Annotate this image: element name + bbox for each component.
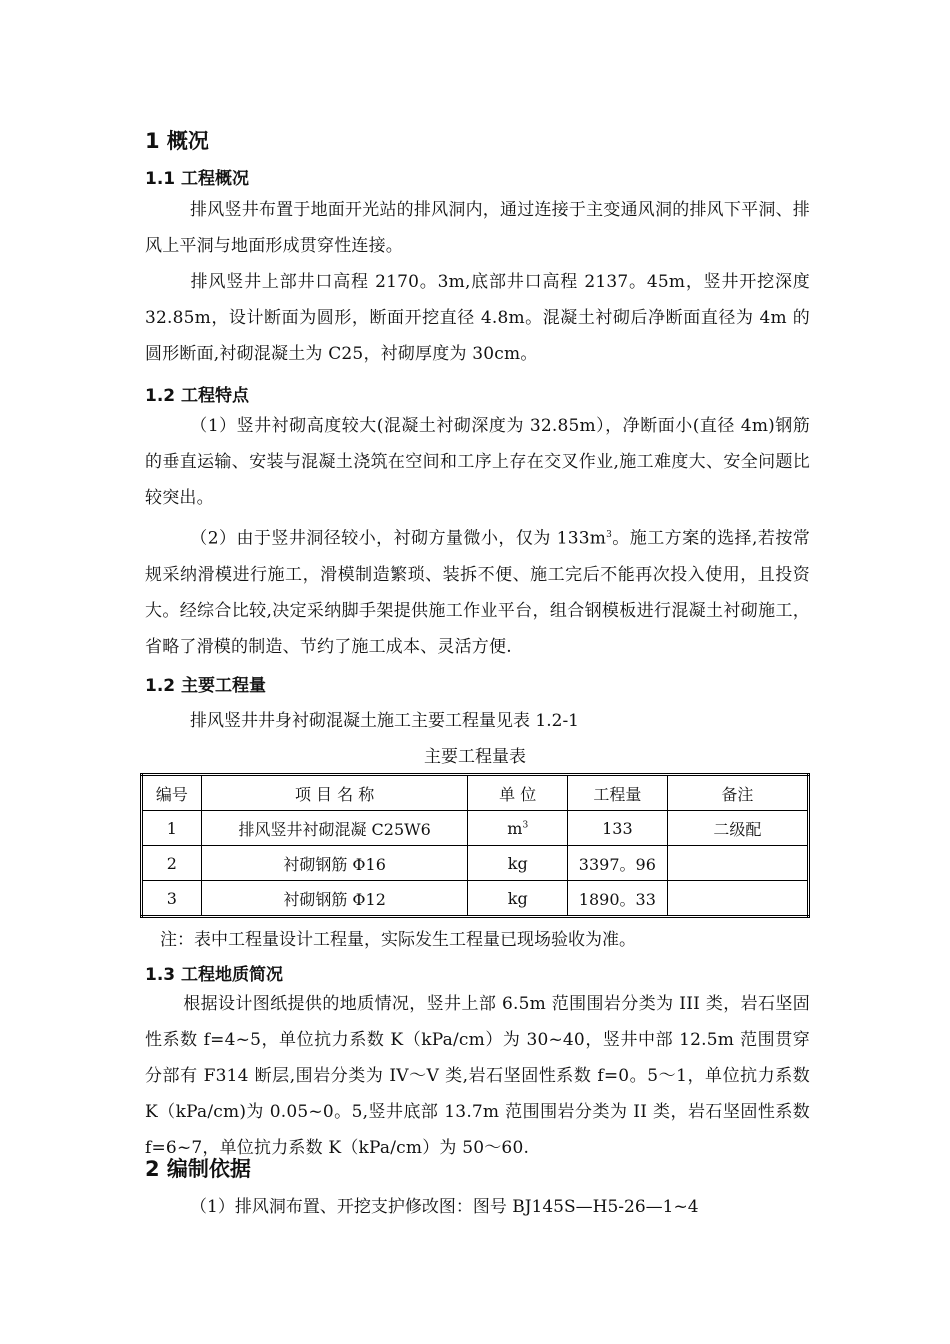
quantities-table <box>140 773 810 918</box>
cell-note <box>667 881 808 917</box>
section-1-1-paragraph-1 <box>145 192 810 264</box>
paragraph-text: 排风竖井布置于地面开光站的排风洞内，通过连接于主变通风洞的排风下平洞、排风上平洞与地面形成贯穿性连接。 <box>145 200 810 256</box>
header-cell: 备注 <box>667 775 808 811</box>
section-1-2-paragraph-1 <box>145 408 810 516</box>
cell-note: 二级配 <box>667 811 808 846</box>
header-cell: 工程量 <box>567 775 667 811</box>
unit-superscript: 3 <box>522 820 529 831</box>
paragraph-text: （1）竖井衬砌高度较大(混凝土衬砌深度为 32.85m），净断面小(直径 4m)钢筋的垂直运输、安装与混凝土浇筑在空间和工序上存在交叉作业,施工难度大、安全问题比较突出。 <box>145 416 810 508</box>
paragraph-text-b: 。施工方案的选择,若按常规采纳滑模进行施工，滑模制造繁琐、装拆不便、施工完后不能再次投入使用，且投资大。经综合比较,决定采纳脚手架提供施工作业平台，组合钢模板进行混凝土衬砌施工，省略了滑模的制造、节约了施工成本、灵活方便. <box>145 528 810 657</box>
cell-unit: kg <box>468 846 568 881</box>
section-1-3-heading: 1.3 工程地质简况 <box>145 965 284 985</box>
superscript: 3 <box>606 530 613 540</box>
table-row <box>142 881 809 917</box>
section-1-1-paragraph-2 <box>145 264 810 372</box>
section-1-2-paragraph-2 <box>145 517 810 665</box>
basis-item-1: （1）排风洞布置、开挖支护修改图：图号 BJ145S—H5-26—1~4 <box>190 1197 699 1217</box>
cell-unit <box>468 811 568 846</box>
cell-note <box>667 846 808 881</box>
cell-name: 衬砌钢筋 Φ16 <box>201 846 468 881</box>
unit-text: m <box>507 818 523 838</box>
cell-name: 排风竖井衬砌混凝 C25W6 <box>201 811 468 846</box>
paragraph-text: 根据设计图纸提供的地质情况，竖井上部 6.5m 范围围岩分类为 III 类，岩石坚固性系数 f=4~5，单位抗力系数 K（kPa/cm）为 30~40，竖井中部 12.5m 范围贯穿分部有 F314 断层,围岩分类为 IV～V 类,岩石坚固性系数 f=0。5～1，单位抗力系数 K（kPa/cm)为 0.05~0。5,竖井底部 13.7m 范围围岩分类为 II 类，岩石坚固性系数 f=6~7，单位抗力系数 K（kPa/cm）为 50～60. <box>145 994 810 1158</box>
table-title: 主要工程量表 <box>424 747 526 767</box>
header-cell: 编号 <box>142 775 202 811</box>
paragraph-text: 排风竖井上部井口高程 2170。3m,底部井口高程 2137。45m，竖井开挖深度 32.85m，设计断面为圆形，断面开挖直径 4.8m。混凝土衬砌后净断面直径为 4m 的圆形断面,衬砌混凝土为 C25，衬砌厚度为 30cm。 <box>145 272 810 364</box>
cell-qty: 1890。33 <box>567 881 667 917</box>
table-note: 注：表中工程量设计工程量，实际发生工程量已现场验收为准。 <box>160 930 636 950</box>
section-1-heading: 1 概况 <box>145 129 209 153</box>
header-cell: 单 位 <box>468 775 568 811</box>
cell-qty: 3397。96 <box>567 846 667 881</box>
header-cell: 项 目 名 称 <box>201 775 468 811</box>
section-1-2-quantities-heading: 1.2 主要工程量 <box>145 676 267 696</box>
section-2-heading: 2 编制依据 <box>145 1157 251 1181</box>
section-1-3-paragraph <box>145 986 810 1166</box>
section-1-2-heading: 1.2 工程特点 <box>145 386 250 406</box>
cell-name: 衬砌钢筋 Φ12 <box>201 881 468 917</box>
cell-qty: 133 <box>567 811 667 846</box>
cell-unit: kg <box>468 881 568 917</box>
cell-no: 3 <box>142 881 202 917</box>
paragraph-text-a: （2）由于竖井洞径较小，衬砌方量微小，仅为 133m <box>190 528 607 549</box>
table-row <box>142 811 809 846</box>
table-row <box>142 846 809 881</box>
cell-no: 1 <box>142 811 202 846</box>
table-header-row <box>142 775 809 811</box>
section-1-1-heading: 1.1 工程概况 <box>145 169 250 189</box>
cell-no: 2 <box>142 846 202 881</box>
table-intro: 排风竖井井身衬砌混凝土施工主要工程量见表 1.2-1 <box>190 711 579 731</box>
